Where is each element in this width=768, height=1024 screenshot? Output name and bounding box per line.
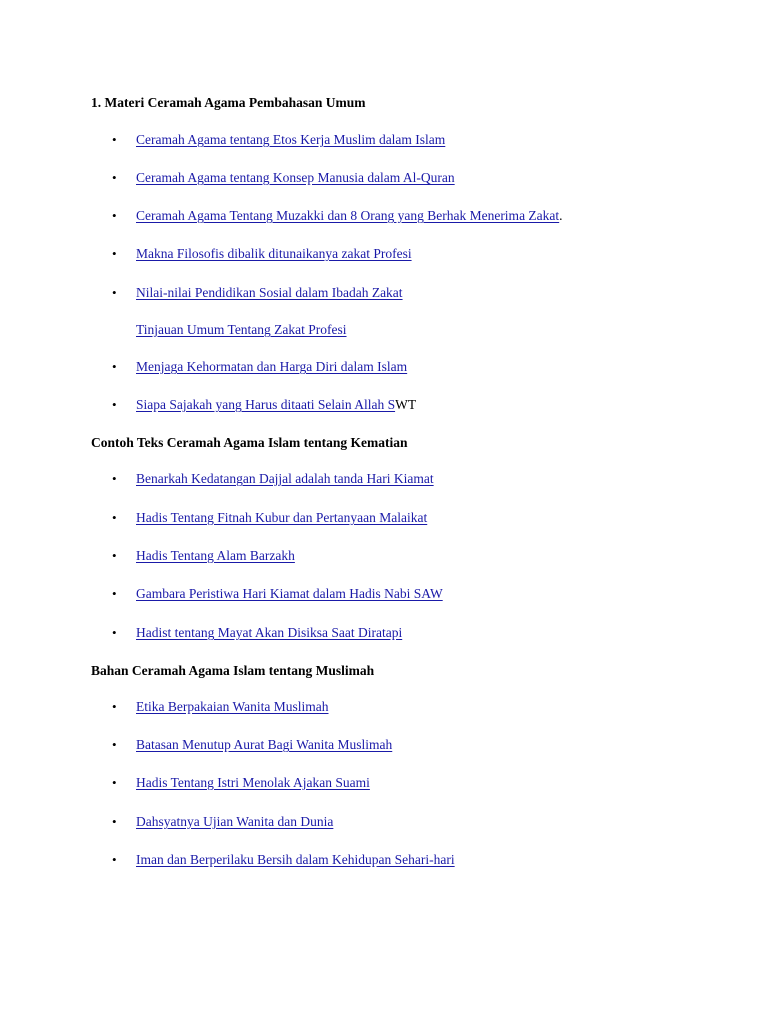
- section-heading: Bahan Ceramah Agama Islam tentang Muslimah: [91, 663, 375, 678]
- bullet-icon: [112, 814, 126, 830]
- list-item-text: [136, 775, 370, 791]
- list-item-text: [136, 397, 416, 413]
- article-link[interactable]: Batasan Menutup Aurat Bagi Wanita Muslimah: [136, 737, 393, 752]
- list-item-text: [136, 625, 402, 641]
- list-item-text: [136, 852, 455, 868]
- bullet-icon: [112, 775, 126, 791]
- article-link[interactable]: Hadis Tentang Istri Menolak Ajakan Suami: [136, 775, 370, 790]
- article-link[interactable]: Ceramah Agama Tentang Muzakki dan 8 Orang yang Berhak Menerima Zakat: [136, 208, 560, 223]
- bullet-icon: [112, 548, 126, 564]
- list-item-text: [136, 814, 333, 830]
- article-link[interactable]: Tinjauan Umum Tentang Zakat Profesi: [136, 322, 347, 337]
- bullet-icon: [112, 737, 126, 753]
- section-heading: 1. Materi Ceramah Agama Pembahasan Umum: [91, 95, 366, 110]
- list-item-text: [136, 548, 295, 564]
- list-item-text: [136, 285, 403, 301]
- bullet-icon: [112, 625, 126, 641]
- list-item-text: [136, 699, 329, 715]
- article-link[interactable]: Etika Berpakaian Wanita Muslimah: [136, 699, 329, 714]
- bullet-icon: [112, 132, 126, 148]
- article-link[interactable]: Menjaga Kehormatan dan Harga Diri dalam Islam: [136, 359, 408, 374]
- list-item-text: [136, 246, 412, 262]
- article-link[interactable]: Hadis Tentang Fitnah Kubur dan Pertanyaan Malaikat: [136, 510, 428, 525]
- list-item-text: [136, 208, 563, 224]
- article-link[interactable]: Hadist tentang Mayat Akan Disiksa Saat Diratapi: [136, 625, 403, 640]
- article-link[interactable]: Nilai-nilai Pendidikan Sosial dalam Ibadah Zakat: [136, 285, 403, 300]
- bullet-icon: [112, 208, 126, 224]
- article-link[interactable]: Dahsyatnya Ujian Wanita dan Dunia: [136, 814, 334, 829]
- bullet-icon: [112, 397, 126, 413]
- article-link[interactable]: Ceramah Agama tentang Etos Kerja Muslim dalam Islam: [136, 132, 446, 147]
- list-item-text: [136, 737, 392, 753]
- article-link[interactable]: Gambara Peristiwa Hari Kiamat dalam Hadis Nabi SAW: [136, 586, 443, 601]
- article-link[interactable]: Hadis Tentang Alam Barzakh: [136, 548, 295, 563]
- bullet-icon: [112, 471, 126, 487]
- article-link[interactable]: Benarkah Kedatangan Dajjal adalah tanda Hari Kiamat: [136, 471, 434, 486]
- bullet-icon: [112, 285, 126, 301]
- list-item-text: [136, 510, 427, 526]
- link-suffix: .: [559, 208, 563, 223]
- bullet-icon: [112, 852, 126, 868]
- list-item-text: [136, 586, 443, 602]
- list-item-text: [136, 359, 407, 375]
- bullet-icon: [112, 699, 126, 715]
- link-suffix: WT: [395, 397, 417, 412]
- bullet-icon: [112, 359, 126, 375]
- list-item-text: [136, 322, 347, 338]
- article-link[interactable]: Makna Filosofis dibalik ditunaikanya zakat Profesi: [136, 246, 412, 261]
- list-item-text: [136, 471, 434, 487]
- section-heading: Contoh Teks Ceramah Agama Islam tentang Kematian: [91, 435, 408, 450]
- list-item-text: [136, 132, 445, 148]
- list-item-text: [136, 170, 455, 186]
- bullet-icon: [112, 246, 126, 262]
- bullet-icon: [112, 510, 126, 526]
- article-link[interactable]: Iman dan Berperilaku Bersih dalam Kehidupan Sehari-hari: [136, 852, 455, 867]
- article-link[interactable]: Siapa Sajakah yang Harus ditaati Selain Allah S: [136, 397, 396, 412]
- article-link[interactable]: Ceramah Agama tentang Konsep Manusia dalam Al-Quran: [136, 170, 455, 185]
- bullet-icon: [112, 170, 126, 186]
- bullet-icon: [112, 586, 126, 602]
